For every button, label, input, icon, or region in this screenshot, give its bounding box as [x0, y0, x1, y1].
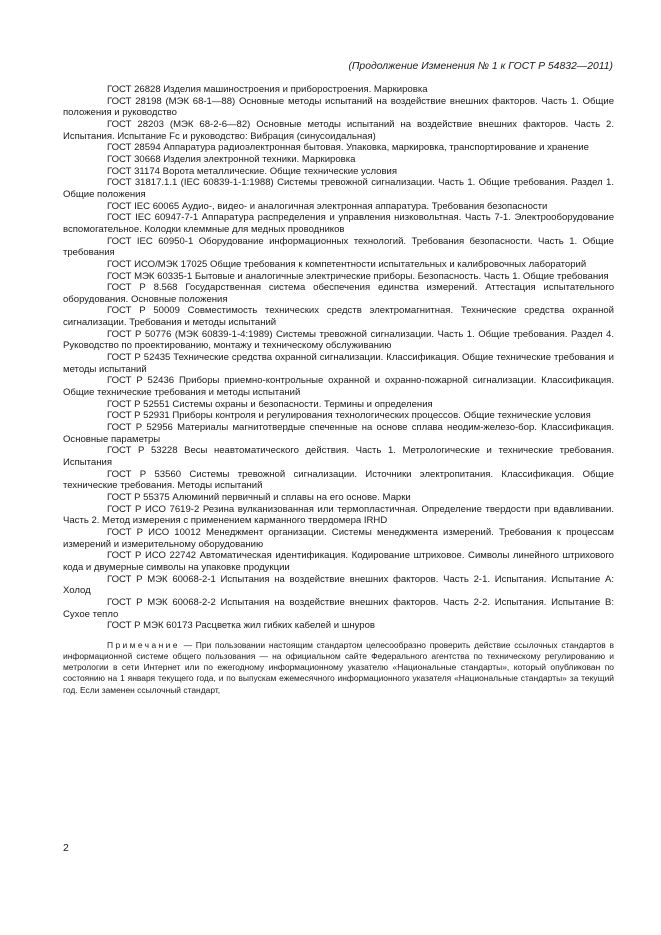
reference-entry: ГОСТ 28198 (МЭК 68-1—88) Основные методы испытаний на воздействие внешних факторов. Часть 1. Общие положения и руководство [63, 95, 614, 119]
page-header: (Продолжение Изменения № 1 к ГОСТ Р 54832—2011) [348, 61, 613, 72]
reference-entry: ГОСТ IEC 60065 Аудио-, видео- и аналогичная электронная аппаратура. Требования безопасности [107, 200, 548, 212]
reference-entry: ГОСТ Р ИСО 10012 Менеджмент организации. Системы менеджмента измерений. Требования к процессам измерений и измерительному оборудованию [63, 526, 614, 550]
reference-entry: ГОСТ 31174 Ворота металлические. Общие технические условия [107, 165, 398, 177]
note-paragraph [63, 640, 614, 696]
note-label: Примечание [107, 639, 180, 650]
reference-entry: ГОСТ Р 53560 Системы тревожной сигнализации. Источники электропитания. Классификация. Общие технические требования. Методы испытаний [63, 468, 614, 492]
reference-entry: ГОСТ Р 50776 (МЭК 60839-1-4:1989) Системы тревожной сигнализации. Часть 1. Общие требования. Раздел 4. Руководство по проектированию, монтажу и техническому обслуживанию [63, 328, 614, 352]
reference-entry: ГОСТ 31817.1.1 (IEC 60839-1-1:1988) Системы тревожной сигнализации. Часть 1. Общие требования. Раздел 1. Общие положения [63, 177, 614, 200]
reference-entry: ГОСТ IEC 60950-1 Оборудование информационных технологий. Требования безопасности. Часть 1. Общие требования [63, 235, 614, 259]
reference-entry: ГОСТ Р 8.568 Государственная система обеспечения единства измерений. Аттестация испытательного оборудования. Основные положения [63, 282, 614, 305]
reference-entry: ГОСТ ИСО/МЭК 17025 Общие требования к компетентности испытательных и калибровочных лабораторий [107, 258, 587, 270]
reference-entry: ГОСТ Р МЭК 60173 Расцветка жил гибких кабелей и шнуров [107, 620, 375, 632]
reference-entry: ГОСТ Р 52931 Приборы контроля и регулирования технологических процессов. Общие технические условия [107, 410, 591, 422]
reference-entry: ГОСТ Р 53228 Весы неавтоматического действия. Часть 1. Метрологические и технические требования. Испытания [63, 445, 614, 468]
reference-entry: ГОСТ Р ИСО 7619-2 Резина вулканизованная или термопластичная. Определение твердости при вдавливании. Часть 2. Метод измерения с применением карманного твердомера IRHD [63, 503, 614, 527]
note-text: — При пользовании настоящим стандартом целесообразно проверить действие ссылочных стандартов в информационной системе общего пользования — на официальном сайте Федерального агентства по техническому регулированию и метрологии в сети Интернет или по ежегодному информационному указателю «Национальные стандарты», который опубликован по состоянию на 1 января текущего года, и по выпускам ежемесячного информационного указателя «Национальные стандарты» за текущий год. Если заменен ссылочный стандарт, [63, 639, 614, 695]
reference-entry: ГОСТ 26828 Изделия машиностроения и приборостроения. Маркировка [107, 84, 428, 95]
reference-entry: ГОСТ Р 50009 Совместимость технических средств электромагнитная. Технические средства охранной сигнализации. Требования и методы испытаний [63, 305, 614, 329]
reference-entry: ГОСТ Р МЭК 60068-2-1 Испытания на воздействие внешних факторов. Часть 2-1. Испытания. Испытание А: Холод [63, 573, 614, 597]
references-list [63, 84, 614, 704]
reference-entry: ГОСТ Р МЭК 60068-2-2 Испытания на воздействие внешних факторов. Часть 2-2. Испытания. Испытание В: Сухое тепло [63, 596, 614, 620]
reference-entry: ГОСТ Р 52956 Материалы магнитотвердые спеченные на основе сплава неодим-железо-бор. Классификация. Основные параметры [63, 422, 614, 445]
reference-entry: ГОСТ 28203 (МЭК 68-2-6—82) Основные методы испытаний на воздействие внешних факторов. Часть 2. Испытания. Испытание Fc и руководство: Вибрация (синусоидальная) [63, 118, 614, 142]
page-number: 2 [63, 842, 69, 854]
reference-entry: ГОСТ 28594 Аппаратура радиоэлектронная бытовая. Упаковка, маркировка, транспортирование и хранение [107, 142, 589, 154]
reference-entry: ГОСТ Р 52551 Системы охраны и безопасности. Термины и определения [107, 398, 433, 410]
reference-entry: ГОСТ IEC 60947-7-1 Аппаратура распределения и управления низковольтная. Часть 7-1. Электрооборудование вспомогательное. Колодки клеммные для медных проводников [63, 212, 614, 235]
reference-entry: ГОСТ Р ИСО 22742 Автоматическая идентификация. Кодирование штриховое. Символы линейного штрихового кода и двумерные символы на упаковке продукции [63, 550, 614, 573]
reference-entry: ГОСТ Р 52435 Технические средства охранной сигнализации. Классификация. Общие технические требования и методы испытаний [63, 352, 614, 375]
reference-entry: ГОСТ Р 52436 Приборы приемно-контрольные охранной и охранно-пожарной сигнализации. Классификация. Общие технические требования и методы испытаний [63, 375, 614, 399]
reference-entry: ГОСТ Р 55375 Алюминий первичный и сплавы на его основе. Марки [107, 491, 411, 503]
reference-entry: ГОСТ 30668 Изделия электронной техники. Маркировка [107, 153, 356, 165]
reference-entry: ГОСТ МЭК 60335-1 Бытовые и аналогичные электрические приборы. Безопасность. Часть 1. Общие требования [107, 270, 609, 282]
